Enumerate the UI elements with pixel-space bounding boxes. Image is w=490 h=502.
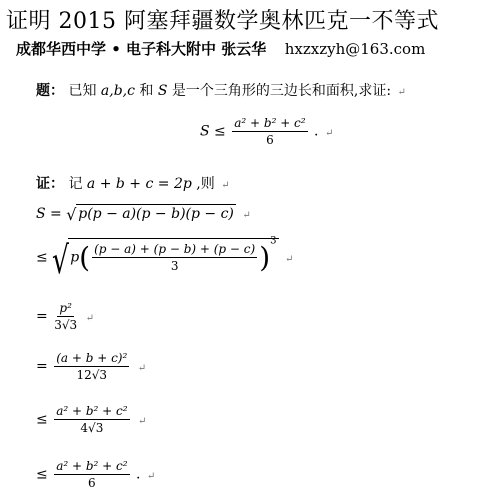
proof-text-1: 记 [68,176,83,192]
line5-lhs: ≤ [36,411,48,428]
line4-fraction [54,351,129,382]
line2-denominator: 3 [170,259,179,273]
problem-inequality [200,116,333,147]
ineq-end: . [314,123,319,140]
line6-end: . [136,466,141,483]
return-mark: ↵ [242,210,251,221]
ineq-left: S ≤ [200,123,226,140]
return-mark: ↵ [221,180,230,191]
line3-lhs: = [36,308,48,325]
problem-statement [36,80,406,100]
author-name: 成都华西中学 • 电子科大附中 张云华 [16,40,267,58]
author-email: hxzxzyh@163.com [284,40,426,58]
problem-text-2: 和 [139,83,154,99]
problem-text-1: 已知 [68,83,97,99]
line2-p: p [70,249,80,266]
line6-numerator: a² + b² + c² [56,459,128,473]
return-mark: ↵ [85,312,94,324]
return-mark: ↵ [138,415,147,427]
proof-sum: a + b + c = 2p [86,176,192,192]
line6-denominator: 6 [88,476,96,490]
line2-radicand [68,235,278,274]
line6-fraction [54,459,129,490]
return-mark: ↵ [146,470,156,482]
proof-line-5 [36,404,146,435]
line3-numerator: p² [59,301,72,315]
problem-area-var: S [157,83,168,99]
line3-fraction [54,301,77,332]
proof-line-1 [36,204,251,222]
proof-intro [36,173,230,193]
ineq-denominator: 6 [266,133,274,147]
line5-denominator: 4√3 [80,421,104,435]
proof-label: 证： [36,176,64,192]
problem-vars: a,b,c [100,83,135,99]
radical-icon: √ [66,205,77,224]
ineq-numerator: a² + b² + c² [234,116,306,130]
proof-line-2 [36,235,294,282]
line1-radicand: p(p − a)(p − b)(p − c) [78,206,234,222]
line1-sqrt [66,204,236,222]
proof-line-4 [36,351,146,382]
return-mark: ↵ [137,362,147,374]
return-mark: ↵ [397,87,406,98]
left-paren: ( [79,241,91,274]
line2-numerator: (p − a) + (p − b) + (p − c) [94,242,256,256]
problem-label: 题： [36,83,64,99]
line1-lhs: S = [36,206,62,222]
right-paren: ) [259,241,271,274]
line2-exponent: 3 [270,235,277,247]
line2-sqrt [52,235,278,282]
line4-lhs: = [36,358,48,375]
line6-lhs: ≤ [36,466,48,483]
line3-denominator: 3√3 [54,318,78,332]
problem-text-3: 是一个三角形的三边长和面积,求证: [171,83,392,99]
line5-numerator: a² + b² + c² [56,404,128,418]
title-text: 证明 2015 阿塞拜疆数学奥林匹克一不等式 [6,9,439,34]
proof-text-2: ,则 [196,176,215,192]
line4-numerator: (a + b + c)² [56,351,128,365]
proof-line-6 [36,459,155,490]
return-mark: ↵ [324,127,334,139]
line4-denominator: 12√3 [76,368,108,382]
line2-lhs: ≤ [36,249,48,266]
line2-fraction [92,242,257,273]
proof-line-3 [36,301,94,332]
document-title [6,4,439,35]
return-mark: ↵ [284,253,294,265]
ineq-fraction [232,116,307,147]
radical-icon: √ [52,238,70,282]
author-line [16,38,425,59]
line5-fraction [54,404,129,435]
